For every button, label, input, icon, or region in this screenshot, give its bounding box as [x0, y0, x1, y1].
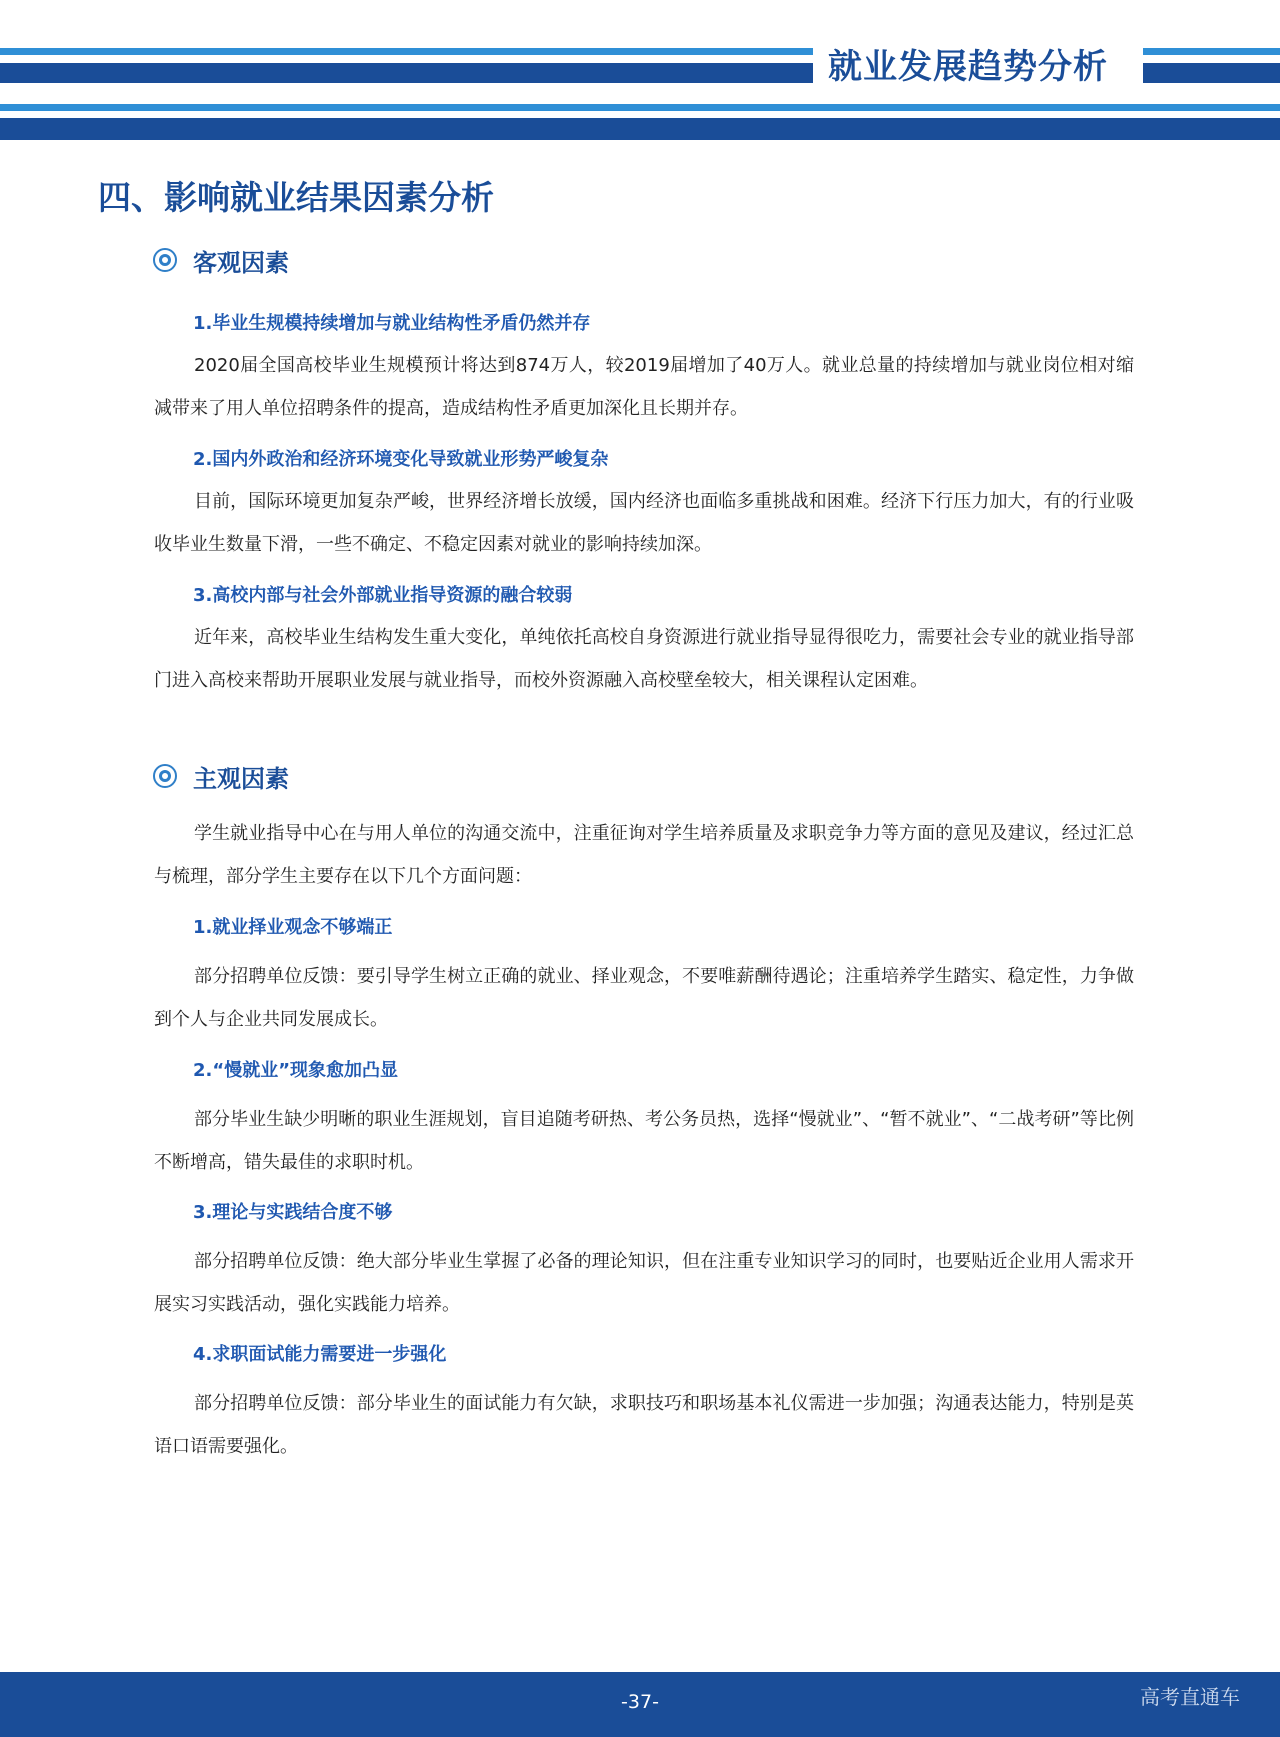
objective-item-1-text: 2020届全国高校毕业生规模预计将达到874万人，较2019届增加了40万人。就业总量的持续增加与就业岗位相对缩减带来了用人单位招聘条件的提高，造成结构性矛盾更加深化且长期并存。 — [154, 355, 1134, 419]
page-number: -37- — [621, 1691, 659, 1713]
objective-item-1-heading: 1.毕业生规模持续增加与就业结构性矛盾仍然并存 — [193, 313, 591, 334]
subjective-item-3-heading: 3.理论与实践结合度不够 — [193, 1202, 393, 1223]
objective-factors-heading — [153, 242, 289, 278]
subjective-item-2-heading: 2.“慢就业”现象愈加凸显 — [193, 1060, 399, 1081]
circle-emblem-icon — [153, 764, 177, 788]
objective-item-3-heading: 3.高校内部与社会外部就业指导资源的融合较弱 — [193, 585, 573, 606]
section-title: 四、影响就业结果因素分析 — [98, 178, 494, 217]
subjective-item-4-text: 部分招聘单位反馈：部分毕业生的面试能力有欠缺，求职技巧和职场基本礼仪需进一步加强；沟通表达能力，特别是英语口语需要强化。 — [154, 1393, 1134, 1457]
header-stripe-bottom-thick — [0, 118, 1280, 140]
subjective-item-2-text: 部分毕业生缺少明晰的职业生涯规划，盲目追随考研热、考公务员热，选择“慢就业”、“暂不就业”、“二战考研”等比例不断增高，错失最佳的求职时机。 — [154, 1109, 1134, 1173]
objective-item-3-text: 近年来，高校毕业生结构发生重大变化，单纯依托高校自身资源进行就业指导显得很吃力，需要社会专业的就业指导部门进入高校来帮助开展职业发展与就业指导，而校外资源融入高校壁垒较大，相关课程认定困难。 — [154, 627, 1134, 691]
subjective-item-4-heading: 4.求职面试能力需要进一步强化 — [193, 1344, 447, 1365]
subjective-item-1-heading: 1.就业择业观念不够端正 — [193, 917, 393, 938]
objective-item-2-heading: 2.国内外政治和经济环境变化导致就业形势严峻复杂 — [193, 449, 609, 470]
objective-factors-label: 客观因素 — [193, 248, 289, 277]
subjective-factors-label: 主观因素 — [193, 764, 289, 793]
objective-item-2-text: 目前，国际环境更加复杂严峻，世界经济增长放缓，国内经济也面临多重挑战和困难。经济下行压力加大，有的行业吸收毕业生数量下滑，一些不确定、不稳定因素对就业的影响持续加深。 — [154, 491, 1134, 555]
footer-brand: 高考直通车 — [1140, 1685, 1240, 1709]
subjective-item-3-text: 部分招聘单位反馈：绝大部分毕业生掌握了必备的理论知识，但在注重专业知识学习的同时，也要贴近企业用人需求开展实习实践活动，强化实践能力培养。 — [154, 1251, 1134, 1315]
header-title: 就业发展趋势分析 — [828, 47, 1108, 87]
subjective-intro-text: 学生就业指导中心在与用人单位的沟通交流中，注重征询对学生培养质量及求职竞争力等方面的意见及建议，经过汇总与梳理，部分学生主要存在以下几个方面问题： — [154, 823, 1134, 887]
subjective-item-1-text: 部分招聘单位反馈：要引导学生树立正确的就业、择业观念，不要唯薪酬待遇论；注重培养学生踏实、稳定性，力争做到个人与企业共同发展成长。 — [154, 966, 1134, 1030]
subjective-factors-heading — [153, 758, 289, 794]
header-stripe-bottom-thin — [0, 104, 1280, 111]
circle-emblem-icon — [153, 248, 177, 272]
